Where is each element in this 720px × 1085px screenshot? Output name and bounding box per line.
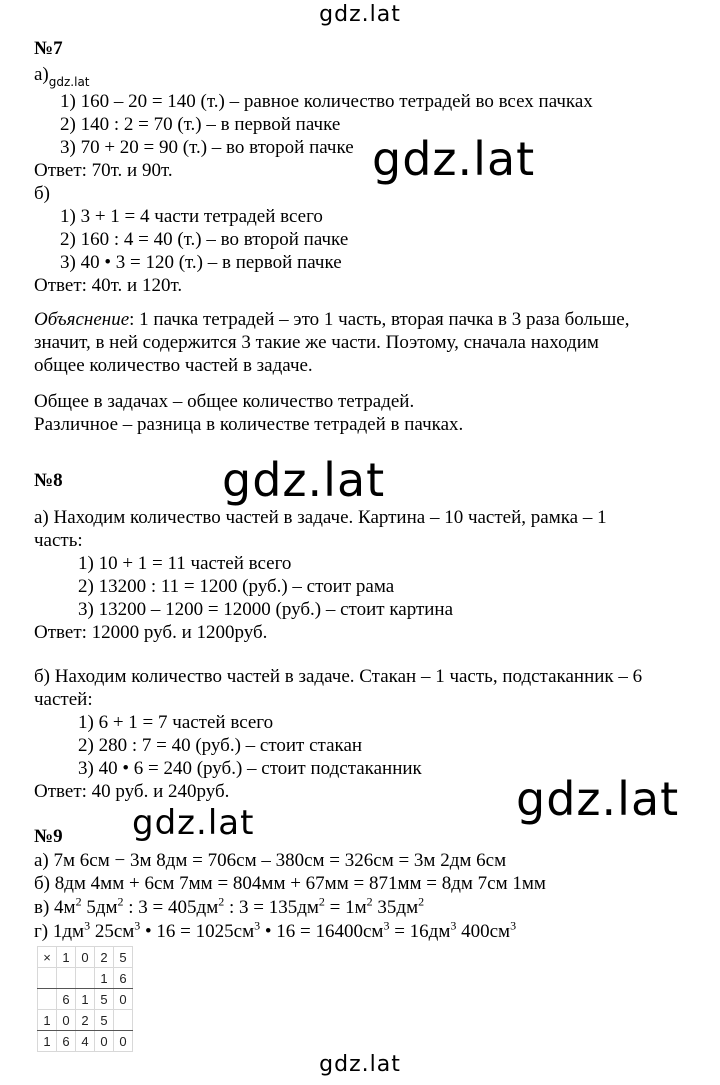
calc-cell: 5 (95, 989, 114, 1010)
calc-cell: × (38, 947, 57, 968)
task9-g-sup: 3 (84, 918, 91, 933)
task7-b-line-3: 3) 40 • 3 = 120 (т.) – в первой пачке (60, 252, 342, 273)
calc-row (38, 947, 133, 968)
task7-different: Различное – разница в количестве тетрадей в пачках. (34, 414, 464, 435)
task7-explanation-3: общее количество частей в задаче. (34, 355, 313, 376)
task8-a-intro-1: а) Находим количество частей в задаче. Картина – 10 частей, рамка – 1 (34, 507, 607, 528)
task9-g-part: 25см (90, 921, 135, 942)
task8-b-intro-2: частей: (34, 689, 93, 710)
calc-cell: 1 (95, 968, 114, 989)
calc-cell (57, 968, 76, 989)
task8-b-line-1: 1) 6 + 1 = 7 частей всего (78, 712, 274, 733)
task9-g-sup: 3 (383, 918, 390, 933)
task9-v-part: : 3 = 405дм (123, 897, 219, 918)
task9-g-part: • 16 = 16400см (260, 921, 384, 942)
task7-a-answer: Ответ: 70т. и 90т. (34, 160, 173, 181)
calc-row (38, 968, 133, 989)
calc-cell (38, 968, 57, 989)
watermark-big-2: gdz.lat (222, 453, 386, 507)
task9-v-sup: 2 (117, 894, 124, 909)
task9-g-part: = 16дм (389, 921, 451, 942)
task9-v-part: 35дм (372, 897, 419, 918)
task8-a-line-2: 2) 13200 : 11 = 1200 (руб.) – стоит рама (78, 576, 395, 597)
task8-a-answer: Ответ: 12000 руб. и 1200руб. (34, 622, 268, 643)
task7-a-label (34, 64, 90, 87)
watermark-big-1: gdz.lat (372, 132, 536, 186)
calc-cell: 4 (76, 1031, 95, 1052)
watermark-mid: gdz.lat (132, 803, 255, 843)
task7-b-line-2: 2) 160 : 4 = 40 (т.) – во второй пачке (60, 229, 349, 250)
task9-v-part: 5дм (81, 897, 118, 918)
task8-a-line-1: 1) 10 + 1 = 11 частей всего (78, 553, 292, 574)
calc-cell: 0 (57, 1010, 76, 1031)
task9-g-part: 400см (456, 921, 511, 942)
calc-row (38, 1031, 133, 1052)
task9-v-part: в) 4м (34, 897, 76, 918)
calc-cell: 6 (114, 968, 133, 989)
task9-v-sup: 2 (318, 894, 325, 909)
task8-b-intro-1: б) Находим количество частей в задаче. Стакан – 1 часть, подстаканник – 6 (34, 666, 643, 687)
task9-v-part: = 1м (324, 897, 367, 918)
task7-a-label-text: а) (34, 64, 49, 85)
calc-cell: 0 (114, 989, 133, 1010)
task7-explanation-1 (34, 309, 630, 331)
task9-b: б) 8дм 4мм + 6см 7мм = 804мм + 67мм = 871мм = 8дм 7см 1мм (34, 873, 546, 894)
task8-b-line-3: 3) 40 • 6 = 240 (руб.) – стоит подстаканник (78, 758, 422, 779)
task9-g-sup: 3 (510, 918, 517, 933)
task9-g-part: г) 1дм (34, 921, 85, 942)
task9-v-part: : 3 = 135дм (224, 897, 319, 918)
calc-cell: 2 (95, 947, 114, 968)
calc-cell: 1 (38, 1010, 57, 1031)
task9-g-sup: 3 (450, 918, 457, 933)
watermark-top: gdz.lat (319, 2, 401, 27)
watermark-big-3: gdz.lat (516, 772, 680, 826)
task7-b-answer: Ответ: 40т. и 120т. (34, 275, 183, 296)
calc-cell (38, 989, 57, 1010)
task9-title: №9 (34, 826, 63, 847)
calc-cell (76, 968, 95, 989)
task8-b-line-2: 2) 280 : 7 = 40 (руб.) – стоит стакан (78, 735, 363, 756)
explanation-text-1: : 1 пачка тетрадей – это 1 часть, вторая пачка в 3 раза больше, (129, 309, 630, 330)
task7-a-line-3: 3) 70 + 20 = 90 (т.) – во второй пачке (60, 137, 354, 158)
task7-explanation-2: значит, в ней содержится 3 такие же части. Поэтому, сначала находим (34, 332, 599, 353)
calc-cell: 2 (76, 1010, 95, 1031)
task7-a-line-1: 1) 160 – 20 = 140 (т.) – равное количество тетрадей во всех пачках (60, 91, 593, 112)
task8-title: №8 (34, 470, 63, 491)
calc-cell: 1 (57, 947, 76, 968)
calc-cell: 1 (38, 1031, 57, 1052)
task9-g-part: • 16 = 1025см (140, 921, 255, 942)
task8-a-line-3: 3) 13200 – 1200 = 12000 (руб.) – стоит картина (78, 599, 454, 620)
task9-a: а) 7м 6см − 3м 8дм = 706см – 380см = 326см = 3м 2дм 6см (34, 850, 507, 871)
task8-b-answer: Ответ: 40 руб. и 240руб. (34, 781, 230, 802)
calc-cell: 1 (76, 989, 95, 1010)
task7-common: Общее в задачах – общее количество тетрадей. (34, 391, 415, 412)
task7-b-label: б) (34, 183, 50, 204)
calc-cell: 0 (76, 947, 95, 968)
task9-v-sup: 2 (418, 894, 425, 909)
task8-a-intro-2: часть: (34, 530, 83, 551)
watermark-bottom: gdz.lat (319, 1052, 401, 1077)
task9-g-sup: 3 (134, 918, 141, 933)
task9-g (34, 918, 517, 943)
calc-row (38, 1010, 133, 1031)
calc-cell (114, 1010, 133, 1031)
calc-cell: 5 (95, 1010, 114, 1031)
task7-title: №7 (34, 38, 63, 59)
task9-g-sup: 3 (254, 918, 261, 933)
calc-cell: 0 (114, 1031, 133, 1052)
watermark-inline: gdz.lat (48, 75, 90, 89)
calc-cell: 6 (57, 989, 76, 1010)
task9-v (34, 894, 425, 919)
explanation-label: Объяснение (34, 309, 130, 330)
task7-b-line-1: 1) 3 + 1 = 4 части тетрадей всего (60, 206, 323, 227)
calc-row (38, 989, 133, 1010)
task7-a-line-2: 2) 140 : 2 = 70 (т.) – в первой пачке (60, 114, 341, 135)
task9-v-sup: 2 (218, 894, 225, 909)
calc-cell: 0 (95, 1031, 114, 1052)
task9-v-sup: 2 (366, 894, 373, 909)
task9-v-sup: 2 (75, 894, 82, 909)
calc-cell: 5 (114, 947, 133, 968)
multiplication-table (37, 946, 133, 1052)
calc-cell: 6 (57, 1031, 76, 1052)
